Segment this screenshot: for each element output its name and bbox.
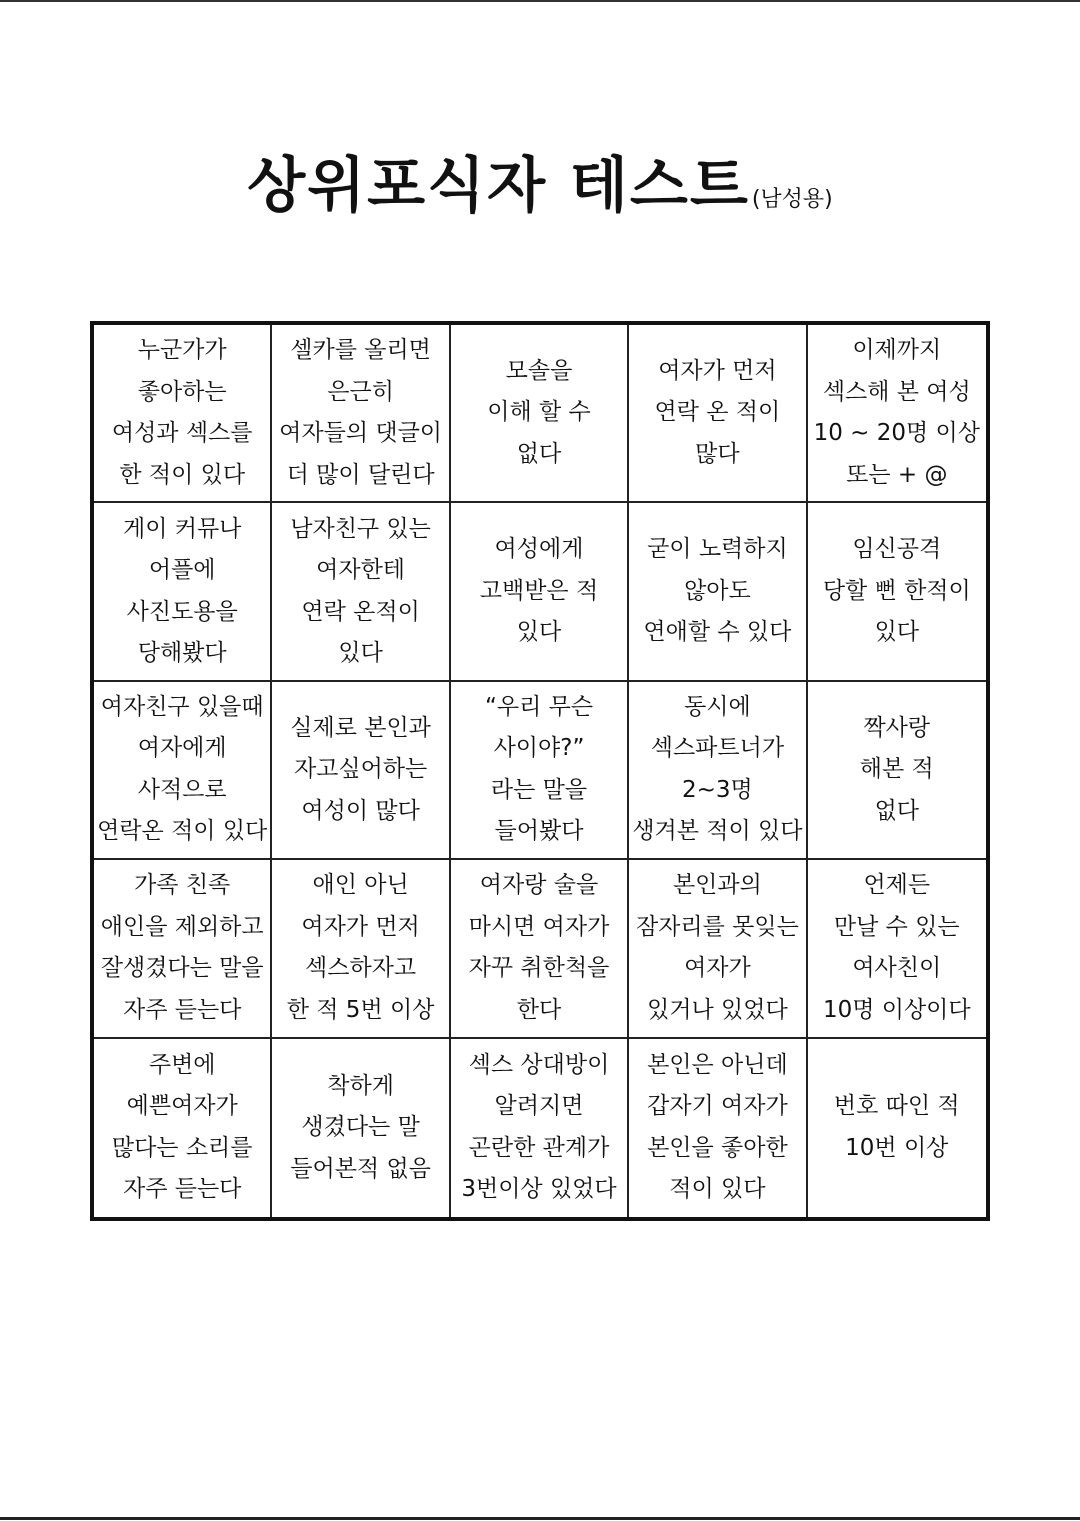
cell-text: 임신공격 당할 뻔 한적이 있다 <box>822 536 971 646</box>
bingo-cell <box>451 682 629 860</box>
cell-text: 모솔을 이해 할 수 없다 <box>487 357 591 467</box>
cell-text: 게이 커뮤나 어플에 사진도용을 당해봤다 <box>122 515 242 667</box>
cell-text: 동시에 섹스파트너가 2~3명 생겨본 적이 있다 <box>632 693 803 845</box>
bingo-cell <box>94 503 272 681</box>
bingo-cell <box>272 1039 450 1217</box>
cell-text: 굳이 노력하지 않아도 연애할 수 있다 <box>643 536 792 646</box>
cell-text: 실제로 본인과 자고싶어하는 여성이 많다 <box>290 714 431 824</box>
bingo-cell <box>451 325 629 503</box>
page-subtitle: (남성용) <box>751 187 833 212</box>
bingo-cell <box>94 1039 272 1217</box>
cell-text: 이제까지 섹스해 본 여성 10 ~ 20명 이상 또는 + @ <box>813 337 980 488</box>
bingo-cell <box>451 1039 629 1217</box>
bingo-cell <box>808 325 986 503</box>
bingo-cell <box>94 682 272 860</box>
cell-text: 여자친구 있을때 여자에게 사적으로 연락온 적이 있다 <box>97 693 268 845</box>
cell-text: 남자친구 있는 여자한테 연락 온적이 있다 <box>290 515 431 667</box>
bingo-cell <box>808 503 986 681</box>
cell-text: “우리 무슨 사이야?” 라는 말을 들어봤다 <box>484 693 594 845</box>
cell-text: 여성에게 고백받은 적 있다 <box>479 536 599 646</box>
bingo-cell <box>451 860 629 1038</box>
bingo-cell <box>451 503 629 681</box>
bingo-cell <box>629 503 807 681</box>
bottom-border-line <box>0 1517 1080 1520</box>
cell-text: 누군가가 좋아하는 여성과 섹스를 한 적이 있다 <box>111 337 253 488</box>
bingo-cell <box>808 682 986 860</box>
page-title: 상위포식자 테스트 <box>247 151 750 221</box>
bingo-cell <box>629 1039 807 1217</box>
cell-text: 본인과의 잠자리를 못잊는 여자가 있거나 있었다 <box>635 872 799 1023</box>
cell-text: 가족 친족 애인을 제외하고 잘생겼다는 말을 자주 듣는다 <box>100 872 264 1023</box>
bingo-board <box>90 321 990 1221</box>
bingo-cell <box>94 860 272 1038</box>
bingo-cell <box>629 860 807 1038</box>
bingo-cell <box>808 1039 986 1217</box>
bingo-cell <box>808 860 986 1038</box>
bingo-cell <box>272 682 450 860</box>
cell-text: 번호 따인 적 10번 이상 <box>833 1093 960 1161</box>
cell-text: 짝사랑 해본 적 없다 <box>859 714 934 824</box>
cell-text: 여자가 먼저 연락 온 적이 많다 <box>654 357 781 467</box>
bingo-cell <box>272 325 450 503</box>
cell-text: 섹스 상대방이 알려지면 곤란한 관계가 3번이상 있었다 <box>461 1051 617 1203</box>
bingo-cell <box>629 682 807 860</box>
cell-text: 언제든 만날 수 있는 여사친이 10명 이상이다 <box>822 872 971 1023</box>
bingo-cell <box>272 503 450 681</box>
cell-text: 셀카를 올리면 은근히 여자들의 댓글이 더 많이 달린다 <box>279 337 443 488</box>
cell-text: 주변에 예쁜여자가 많다는 소리를 자주 듣는다 <box>111 1051 253 1203</box>
cell-text: 애인 아닌 여자가 먼저 섹스하자고 한 적 5번 이상 <box>286 872 435 1023</box>
bingo-cell <box>272 860 450 1038</box>
cell-text: 착하게 생겼다는 말 들어본적 없음 <box>290 1072 431 1182</box>
bingo-cell <box>629 325 807 503</box>
top-border-line <box>0 0 1080 2</box>
cell-text: 여자랑 술을 마시면 여자가 자꾸 취한척을 한다 <box>468 872 610 1023</box>
bingo-cell <box>94 325 272 503</box>
header <box>0 138 1080 224</box>
cell-text: 본인은 아닌데 갑자기 여자가 본인을 좋아한 적이 있다 <box>647 1051 788 1203</box>
